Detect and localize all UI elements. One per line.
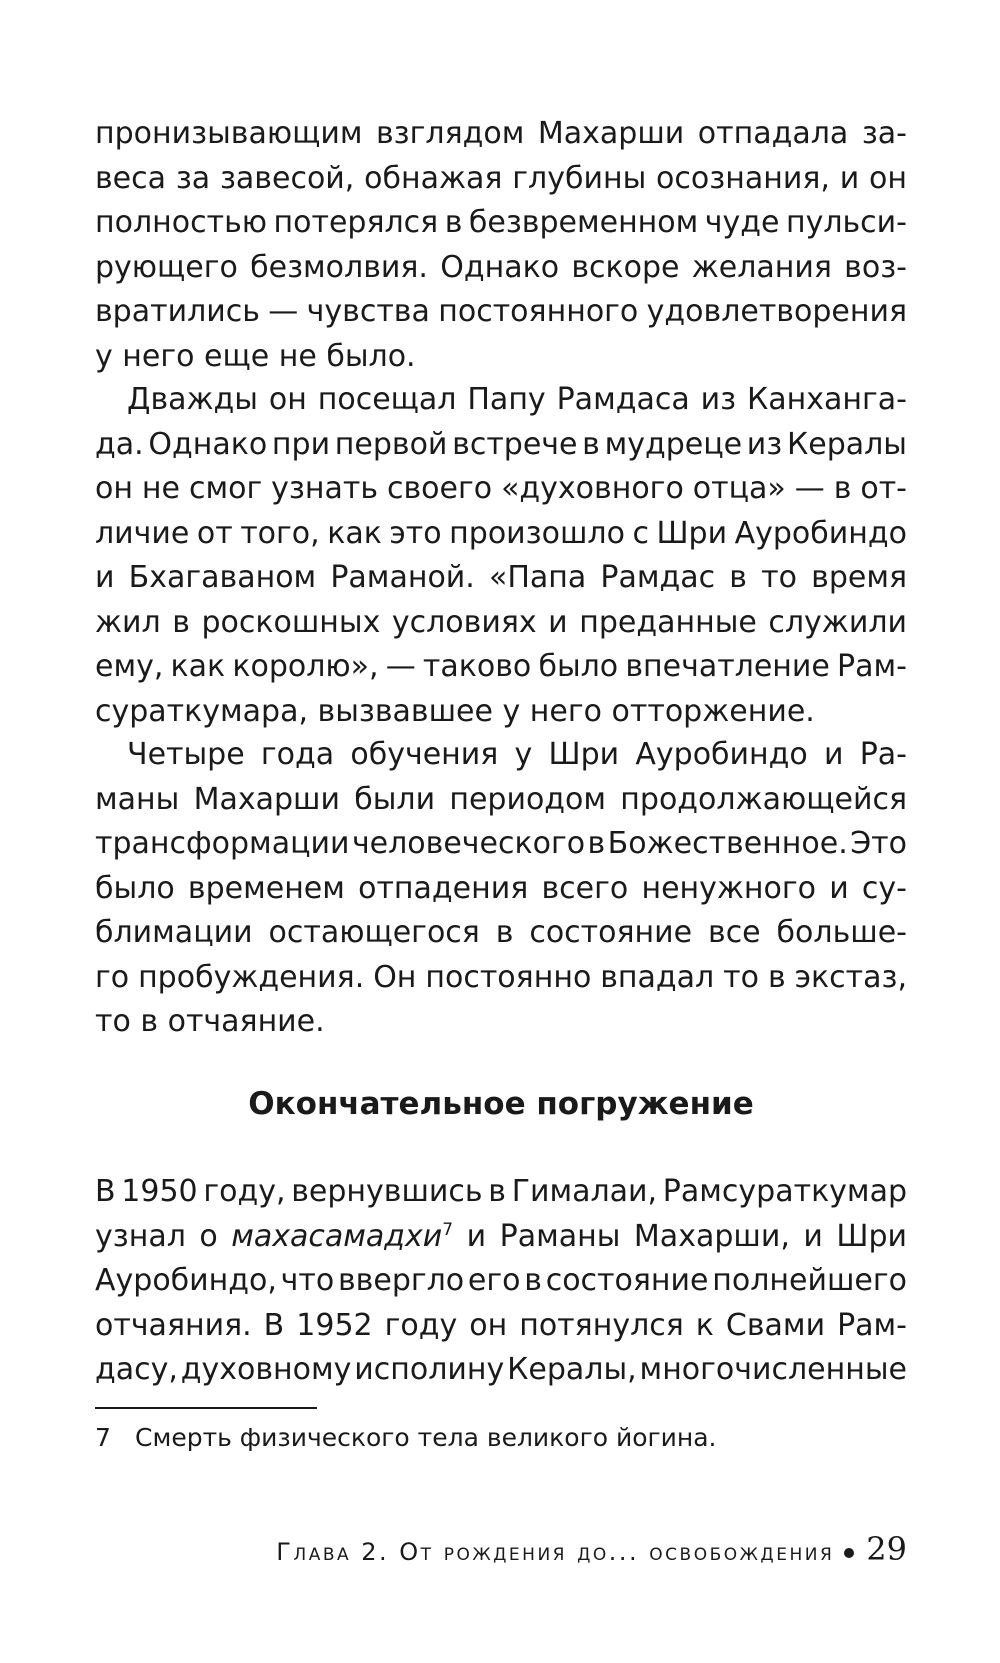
text-line: сураткумара, вызвавшее у него отторжение. xyxy=(95,693,815,729)
section-heading: Окончательное погружение xyxy=(248,1086,754,1122)
footnote-text: Смерть физического тела великого йогина. xyxy=(135,1423,717,1452)
text-line: трансформации человеческого в Божественное. Это xyxy=(95,826,907,861)
text-line: вратились — чувства постоянного удовлетворения xyxy=(95,294,907,329)
text-line: и Бхагаваном Раманой. «Папа Рамдас в то время xyxy=(95,560,907,595)
bullet-separator-icon xyxy=(844,1548,854,1558)
footnote-reference[interactable]: 7 xyxy=(442,1219,454,1240)
text-line: В 1950 году, вернувшись в Гималаи, Рамсураткумар xyxy=(95,1174,907,1209)
paragraph-1950 xyxy=(95,1170,907,1393)
text-fragment: и Раманы Махарши, и Шри xyxy=(453,1218,907,1254)
text-line: жил в роскошных условиях и преданные служили xyxy=(95,604,907,640)
text-line: Четыре года обучения у Шри Ауробиндо и Ра- xyxy=(127,737,907,772)
text-line: то в отчаяние. xyxy=(95,1004,325,1039)
running-title: Глава 2. От рождения до... освобождения xyxy=(276,1538,835,1566)
text-line: отчаяния. В 1952 году он потянулся к Свами Рам- xyxy=(95,1307,907,1343)
running-footer xyxy=(95,1525,907,1576)
text-line: блимации остающегося в состояние все большe- xyxy=(95,915,907,950)
footnote-number: 7 xyxy=(95,1423,111,1452)
text-line: го пробуждения. Он постоянно впадал то в экстаз, xyxy=(95,959,907,995)
text-line: пронизывающим взглядом Махарши отпадала за- xyxy=(95,116,907,151)
text-line: Дважды он посещал Папу Рамдаса из Канханга- xyxy=(127,382,907,417)
paragraph-intro xyxy=(95,112,907,379)
text-line: веса за завесой, обнажая глубины осознания, и он xyxy=(95,160,907,196)
text-line: полностью потерялся в безвременном чуде пульси- xyxy=(95,205,907,240)
text-line: у него еще не было. xyxy=(95,338,416,374)
footnote xyxy=(95,1418,907,1458)
text-line: он не смог узнать своего «духовного отца» — в от- xyxy=(95,471,907,506)
text-line: дасу, духовному исполину Кералы, многочисленные xyxy=(95,1352,907,1387)
footnote-divider xyxy=(95,1407,317,1409)
paragraph-four-years xyxy=(95,733,907,1045)
text-line: личие от того, как это произошло с Шри Ауробиндо xyxy=(95,515,907,551)
text-line: маны Махарши были периодом продолжающейся xyxy=(95,781,907,817)
italic-term: махасамадхи xyxy=(231,1218,443,1254)
text-line: было временем отпадения всего ненужного и су- xyxy=(95,870,907,906)
text-line-with-footnote-ref xyxy=(95,1215,907,1260)
text-line: ему, как королю», — таково было впечатление Рам- xyxy=(95,649,907,684)
text-line: рующего безмолвия. Однако вскоре желания воз- xyxy=(95,249,907,285)
text-fragment: узнал о xyxy=(95,1218,232,1254)
text-line: да. Однако при первой встрече в мудреце из Кералы xyxy=(95,426,907,462)
paragraph-ramdas-visit xyxy=(95,378,907,734)
text-line: Ауробиндо, что ввергло его в состояние полнейшего xyxy=(95,1263,907,1298)
page-number: 29 xyxy=(866,1530,907,1568)
